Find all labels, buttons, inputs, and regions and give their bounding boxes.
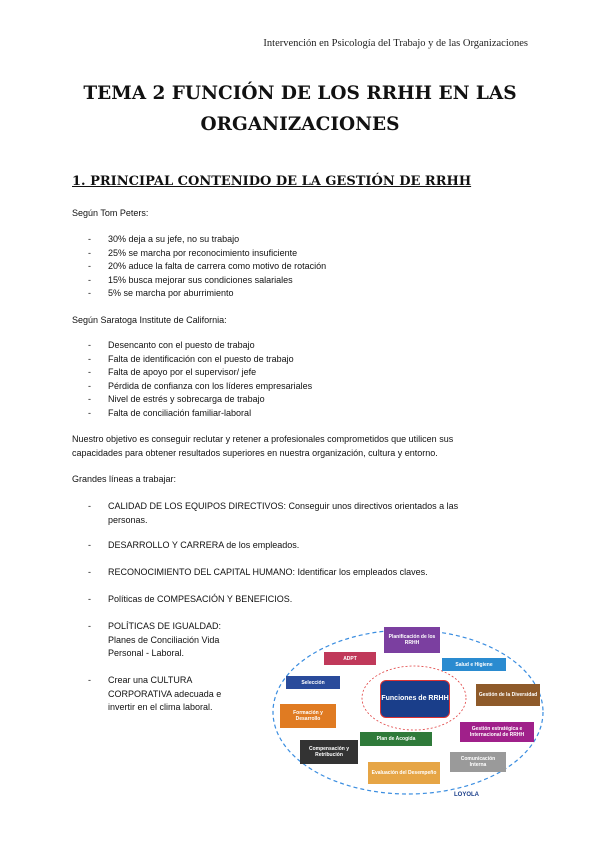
running-header: Intervención en Psicología del Trabajo y de las Organizaciones [263, 38, 528, 49]
rrhh-functions-diagram [268, 622, 558, 810]
section-heading: 1. PRINCIPAL CONTENIDO DE LA GESTIÓN DE RRHH [72, 174, 472, 189]
diagram-box: Plan de Acogida [360, 732, 432, 746]
diagram-box: Formación y Desarrollo [280, 704, 336, 728]
lines-intro: Grandes líneas a trabajar: [72, 474, 177, 484]
title-line-1: TEMA 2 FUNCIÓN DE LOS RRHH EN LAS [83, 83, 517, 104]
diagram-box: Selección [286, 676, 340, 689]
diagram-box: ADPT [324, 652, 376, 665]
objective-line: capacidades para obtener resultados superiores en nuestra organización, cultura y entorno. [72, 447, 438, 458]
list-item: - Pérdida de confianza con los líderes empresariales [88, 380, 312, 394]
diagram-box: Evaluación del Desempeño [368, 762, 440, 784]
diagram-box: Planificación de los RRHH [384, 627, 440, 653]
list-item: - Falta de conciliación familiar-laboral [88, 407, 312, 421]
list-item: - POLÍTICAS DE IGUALDAD: Planes de Conciliación Vida Personal - Laboral. [88, 620, 221, 661]
peters-intro: Según Tom Peters: [72, 208, 149, 218]
list-item: - Nivel de estrés y sobrecarga de trabajo [88, 393, 312, 407]
list-item: - 20% aduce la falta de carrera como motivo de rotación [88, 260, 326, 274]
diagram-box: Gestión estratégica e Internacional de RRHH [460, 722, 534, 742]
diagram-box: Comunicación Interna [450, 752, 506, 772]
list-item: - 30% deja a su jefe, no su trabajo [88, 233, 326, 247]
loyola-logo: LOYOLA [454, 792, 479, 798]
diagram-box: Gestión de la Diversidad [476, 684, 540, 706]
objective-paragraph [72, 433, 453, 460]
saratoga-intro: Según Saratoga Institute de California: [72, 315, 227, 325]
list-item: - 15% busca mejorar sus condiciones salariales [88, 274, 326, 288]
list-item: - Políticas de COMPESACIÓN Y BENEFICIOS. [88, 593, 292, 607]
lines-list [88, 500, 458, 527]
saratoga-list [88, 339, 312, 420]
diagram-center: Funciones de RRHH [380, 680, 450, 718]
list-item: - CALIDAD DE LOS EQUIPOS DIRECTIVOS: Conseguir unos directivos orientados a las personas. [88, 500, 458, 527]
diagram-box: Salud e Higiene [442, 658, 506, 671]
list-item: - Desencanto con el puesto de trabajo [88, 339, 312, 353]
peters-list [88, 233, 326, 301]
list-item: - RECONOCIMIENTO DEL CAPITAL HUMANO: Identificar los empleados claves. [88, 566, 428, 580]
list-item: - Falta de apoyo por el supervisor/ jefe [88, 366, 312, 380]
diagram-box: Compensación y Retribución [300, 740, 358, 764]
page-title [0, 78, 600, 140]
list-item: - 5% se marcha por aburrimiento [88, 287, 326, 301]
title-line-2: ORGANIZACIONES [200, 114, 400, 135]
list-item: - DESARROLLO Y CARRERA de los empleados. [88, 539, 299, 553]
list-item: - Falta de identificación con el puesto de trabajo [88, 353, 312, 367]
objective-line: Nuestro objetivo es conseguir reclutar y retener a profesionales comprometidos que utilicen sus [72, 434, 454, 444]
list-item: - 25% se marcha por reconocimiento insuficiente [88, 247, 326, 261]
list-item: - Crear una CULTURA CORPORATIVA adecuada e invertir en el clima laboral. [88, 674, 221, 715]
